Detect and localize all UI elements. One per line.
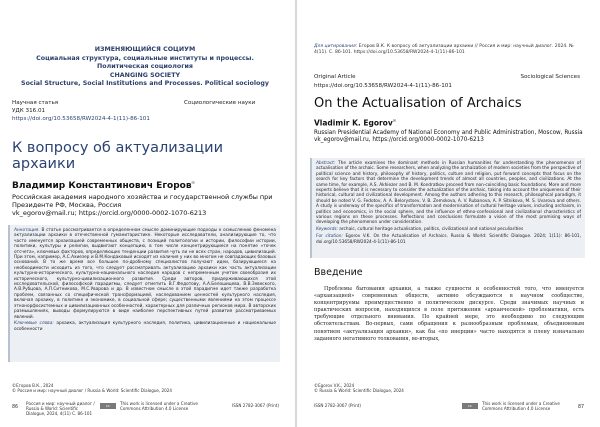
banner-line: Социальная структура, социальные институты и процессы.: [36, 54, 254, 62]
citation-ru: [314, 44, 584, 56]
author-contacts-en[interactable]: vk_egorov@mail.ru, https://orcid.org/0000-0002-1070-6213: [314, 137, 484, 144]
footer-journal: © Россия и мир: научный диалог / Russia & World: Scientific Dialogue, 2024: [12, 388, 172, 394]
cc-badge-glyph: cc: [468, 404, 472, 408]
abstract-text-en: The article examines the dominant methods in Russian humanities for understanding the phenomenon of actualisation of the archaic. Some researchers, when analyzing the archaization of modern societies from the perspective of political science and history, philosophy of history, politics, culture and religion, put forward concepts that focus on the search for key factors that determine the development trends of almost all countries, peoples, and civilizations. At the same time, for example, A.S. Akhiezer and B. M. Kondratkov proceed from non-coinciding basic foundations. More and more experts believe that it is necessary to consider the actualization of the archaic, taking into account the uniqueness of their historical, cultural and civilizational development. Among the authors adhering to this research, philosophical paradigm, it should be noted V. G. Fedotov, A. A. Belorystsev, V. B. Zemskova, A. V. Rubanova, A. P. Sitnikova, M. S. Uvarova and others. A study is underway of the specifics of transformation and modernisation of cultural heritage values, including archaism, in politics and economics, in the social sphere, and the influence of ethno-confessional and civilizational characteristics of various regions on these processes. Reflections and conclusions formulate a vision of the most promising ways of developing the phenomenon under consideration.: [316, 161, 582, 226]
cc-license-badge[interactable]: [100, 403, 116, 409]
banner-line: Social Structure, Social Institutions and Processes. Political sociology: [21, 80, 269, 88]
footer-copy: ©Егоров В.К., 2024: [12, 383, 54, 388]
doi-link-en[interactable]: https://doi.org/10.53658/RW2024-4-1(11)-86-101: [314, 83, 452, 89]
page-number: 86: [12, 405, 19, 410]
license-text: This work is licensed under a Creative Commons Attribution 4.0 License: [120, 401, 198, 412]
subject-area-en: Sociological Sciences: [520, 74, 580, 80]
abstract-box: [8, 225, 280, 362]
article-title-en: On the Actualisation of Archaics: [314, 96, 522, 111]
author-name: [12, 180, 195, 191]
citation-text: Егоров В.К. К вопросу об актуализации архаики // Россия и мир: научный диалог. 2024. № 4(11). С. 86-101. https://doi.org/10.53658/RW2024-4-1(11)-86-101: [314, 44, 574, 55]
abstract-text: В статье рассматривается в определенном смысле доминирующие подходы к осмыслению феномена актуализации архаики в отечественной гуманитаристике. Некоторые исследователи, анализирующие то, что часто именуется архаизацией современных обществ, с позиций политологии и истории, философии истории, политики, культуры и религии, выдвигают концепцию, в том числе концентрирующиеся на понятие «точек отсчета», ключевых факторов, определяющих тенденции развития чуть ли не всех стран, народов, цивилизаций. При этом, например, А.С.Ахиезер и В.М.Кондаковый исходят из наличия у них во многом не совпадающих базовых оснований. В то же время все большее по-дробному специалистов получают идеи, базирующиеся на необходимости исходить из того, что следует рассматривать актуализацию архаики как часть актуализации культурно-исторического, культурно-национального наследия народов с непременным учетом своеобразия их исторического, культурно-цивилизационного развития. Среди авторов, придерживающихся этой исследовательской, философской парадигмы, следует отметить В.Г.Федотову, А.А.Белошицева, В.В.Зевеского, А.В.Рубцова, А.П.Ситникова, М.С.Уварова и др. В известном смысле в этой парадигме идет также разработка проблем, связанных со специфической трансформацией, наследованием ценностей культурного наследия, включая архаику, в политике и экономике, в социальной сфере; существенными явлениями на этом процессе этнонорфосистемных и цивилизационных особенностей, характерных для различных регионов мира. В авторских размышлениях, выводы формулируются в виде наиболее перспективных путей развития рассматриваемых явлений.: [14, 228, 276, 320]
citation-label: Для цитирования:: [314, 44, 358, 49]
citation-en: [316, 234, 581, 245]
udc-code: УДК 316.01: [12, 108, 46, 114]
citation-en-label: For citation:: [316, 234, 343, 240]
right-page: [302, 0, 592, 427]
banner-line: Политическая социология: [97, 63, 193, 71]
author-contacts[interactable]: vk_egorov@mail.ru; https://orcid.org/0000-0002-1070-6213: [12, 209, 207, 218]
article-type-en: Original Article: [314, 74, 356, 80]
banner-line: ИЗМЕНЯЮЩИЙСЯ СОЦИУМ: [94, 46, 196, 53]
article-type: Научная статья: [12, 100, 59, 106]
abstract-paragraph-en: [316, 161, 581, 226]
keywords-label: Ключевые слова:: [14, 321, 54, 327]
body-text: [314, 286, 584, 343]
abstract-paragraph: [14, 228, 276, 320]
banner-line: CHANGING SOCIETY: [109, 71, 181, 79]
author-name-text: Владимир Константинович Егоров: [12, 181, 192, 191]
journal-banner: [14, 46, 276, 89]
author-affiliation: [12, 193, 282, 218]
page-number-en: 87: [578, 405, 585, 410]
doi-link[interactable]: https://doi.org/10.53658/RW2024-4-1(11)-86-101: [12, 116, 150, 122]
affiliation-text: Российская академия народного хозяйства и государственной службы при Президенте РФ, Москва, Россия: [12, 193, 273, 210]
abstract-label: Аннотация.: [14, 228, 40, 233]
keywords-text-en: archaic, cultural heritage actualisation, politics, civilizational and national peculiarities: [339, 227, 524, 233]
left-page: [0, 0, 290, 427]
abstract-label-en: Abstract:: [316, 161, 336, 166]
footer-copyright: [12, 383, 172, 393]
author-name-en: [314, 118, 396, 128]
author-link-icon[interactable]: ✉: [392, 118, 397, 123]
author-affiliation-en: [314, 130, 584, 145]
page-gutter: [295, 0, 297, 427]
issn: ISSN 2782-3067 (Print): [232, 403, 279, 408]
license-text-en: This work is licensed under a Creative Commons Attribution 4.0 License: [482, 401, 560, 412]
section-heading: Введение: [314, 267, 363, 278]
footer-copy-en: ©Egorov V.K., 2024: [314, 383, 355, 388]
keywords: [14, 321, 276, 332]
issn-en: ISSN 2782-3067 (Print): [314, 403, 361, 408]
author-link-icon[interactable]: ✉: [191, 180, 195, 185]
body-paragraph: Проблемы бытования архаики, а также сущности и особенностей того, что именуется «архаизацией» современных обществ, активно обсуждаются в научном сообществе, концентрируемы преимущественно в политическом дискурсе. Среди значимых научных и практических вопросов, находящихся в поле притяжения «архаической» проблематики, есть требующие отдельного внимания. По крайней мере, это необходимо по следующим обстоятельствам. Во-первых, сами обращения к разнообразным проблемам, объединяемым понятием «актуализация архаики», как бы «по инерции» часто находятся в плену изначально заданного негативного толкования, во-вторых,: [314, 286, 584, 342]
subject-area: Социологические науки: [184, 100, 256, 106]
author-name-en-text: Vladimir K. Egorov: [314, 118, 393, 128]
citation-en-text: Egorov V.K. On the Actualisation of Archaics. Russia & World: Scientific Dialogue. 2024; 1(11): 86-101, doi.org/10.53658/RW2024-4-1(11)-86-101: [316, 234, 581, 245]
cc-license-badge[interactable]: [462, 403, 478, 409]
footer-journal-en: © Russia & World: Scientific Dialogue, 2024: [314, 388, 404, 394]
cc-badge-glyph: cc: [106, 404, 110, 408]
affiliation-text-en: Russian Presidential Academy of National Economy and Public Administration, Moscow, Russia: [314, 130, 583, 136]
footer-copyright-en: [314, 383, 404, 393]
keywords-label-en: Keywords:: [316, 227, 338, 233]
footer-journal-info: Россия и мир: научный диалог / Russia & World: Scientific Dialogue, 2024, 4(11) С. 86-101: [26, 401, 95, 417]
keywords-en: [316, 227, 581, 232]
abstract-box-en: [310, 158, 585, 258]
article-title: К вопросу об актуализации архаики: [12, 140, 224, 172]
keywords-text: архаика, актуализация культурного наследия, политика, цивилизационные и национальные особенности: [14, 321, 276, 332]
